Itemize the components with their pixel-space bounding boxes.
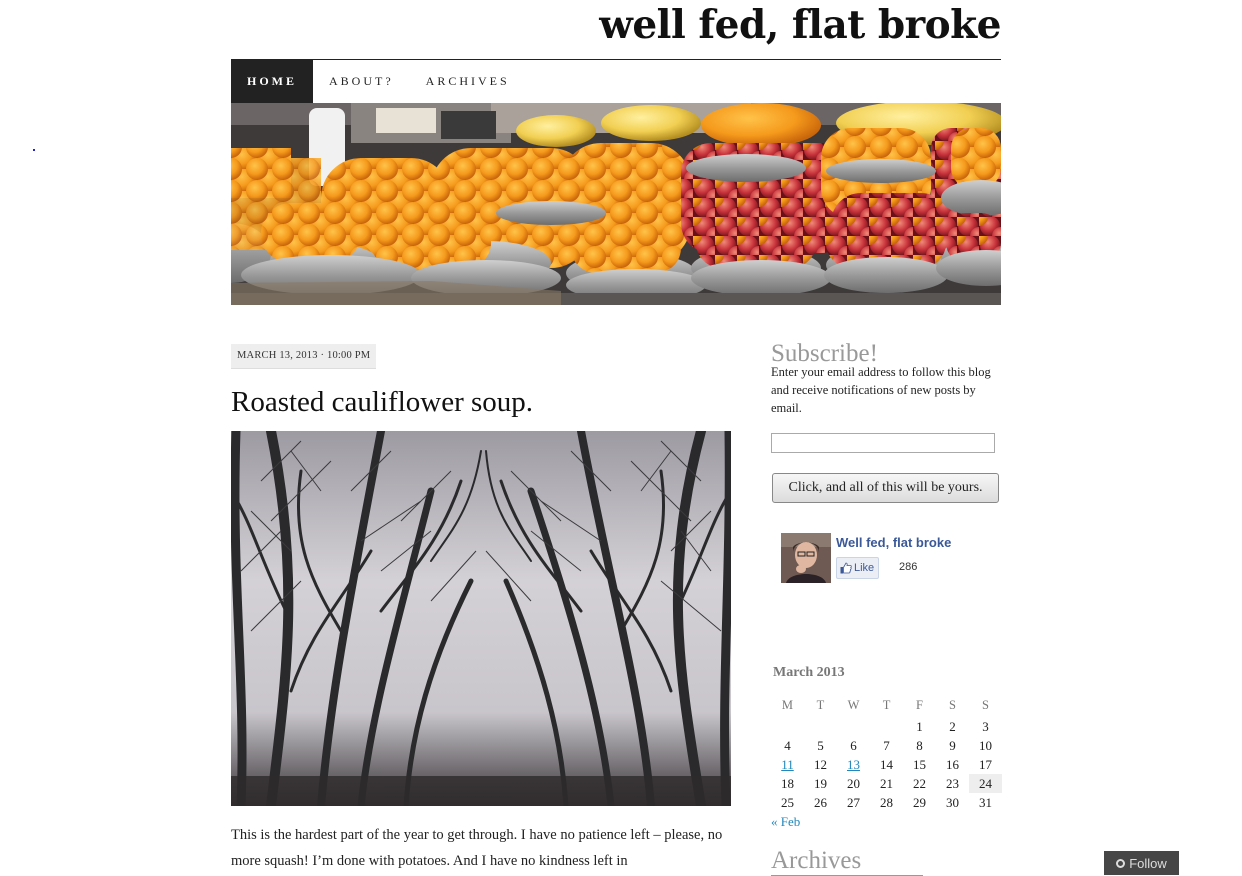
post-image-trees bbox=[231, 431, 731, 806]
calendar-header-fri: F bbox=[916, 697, 923, 712]
calendar-prev-month-link[interactable]: « Feb bbox=[771, 814, 801, 829]
calendar-week bbox=[771, 774, 1002, 793]
calendar-day: 17 bbox=[978, 756, 992, 772]
calendar-day: 4 bbox=[784, 737, 791, 753]
calendar-day-link[interactable]: 13 bbox=[846, 756, 860, 772]
calendar-day: 16 bbox=[945, 756, 959, 772]
nav-archives[interactable]: ARCHIVES bbox=[425, 74, 510, 88]
email-field[interactable] bbox=[771, 433, 995, 453]
calendar-day bbox=[870, 717, 903, 736]
calendar-day: 5 bbox=[817, 737, 824, 753]
calendar-day: 29 bbox=[912, 794, 926, 810]
site-title[interactable]: well fed, flat broke bbox=[599, 2, 1001, 48]
calendar-day: 18 bbox=[780, 775, 794, 791]
calendar-day: 22 bbox=[912, 775, 926, 791]
calendar-day bbox=[837, 717, 870, 736]
calendar-day: 31 bbox=[978, 794, 992, 810]
calendar-day: 23 bbox=[945, 775, 959, 791]
subscribe-heading: Subscribe! bbox=[771, 340, 878, 367]
calendar-day-link[interactable]: 11 bbox=[781, 756, 794, 772]
calendar-day: 2 bbox=[949, 718, 956, 734]
calendar-day bbox=[804, 717, 837, 736]
calendar-header-sun: S bbox=[982, 697, 989, 712]
calendar-day: 26 bbox=[813, 794, 827, 810]
thumbs-up-icon bbox=[840, 562, 852, 574]
calendar-day: 7 bbox=[883, 737, 890, 753]
calendar-day: 19 bbox=[813, 775, 827, 791]
calendar-week bbox=[771, 717, 1002, 736]
facebook-like-count: 286 bbox=[899, 561, 918, 573]
calendar-header-mon: M bbox=[781, 697, 794, 712]
facebook-page-name[interactable]: Well fed, flat broke bbox=[836, 535, 952, 550]
post-excerpt: This is the hardest part of the year to get through. I have no patience left – please, no more squash! I’m done with potatoes. And I have no kindness left in bbox=[231, 827, 723, 869]
avatar[interactable] bbox=[781, 533, 831, 583]
calendar-day-today: 24 bbox=[969, 774, 1002, 793]
calendar-day: 20 bbox=[846, 775, 860, 791]
calendar-week bbox=[771, 755, 1002, 774]
header-banner-image bbox=[231, 103, 1001, 305]
post-title[interactable]: Roasted cauliflower soup. bbox=[231, 386, 534, 418]
calendar-week bbox=[771, 793, 1002, 812]
nav-home[interactable]: HOME bbox=[231, 60, 313, 103]
calendar-day: 12 bbox=[813, 756, 827, 772]
calendar-day: 8 bbox=[916, 737, 923, 753]
calendar-day: 30 bbox=[945, 794, 959, 810]
follow-plus-icon bbox=[1116, 859, 1125, 868]
calendar-day: 25 bbox=[780, 794, 794, 810]
post-date[interactable]: MARCH 13, 2013 · 10:00 PM bbox=[231, 344, 376, 369]
calendar-day: 21 bbox=[880, 775, 893, 791]
calendar-day: 14 bbox=[880, 756, 893, 772]
facebook-like-button[interactable] bbox=[836, 557, 879, 579]
follow-button[interactable] bbox=[1104, 851, 1179, 875]
stray-dot bbox=[33, 149, 35, 151]
calendar-day bbox=[771, 717, 804, 736]
subscribe-button[interactable]: Click, and all of this will be yours. bbox=[772, 473, 999, 503]
archives-heading: Archives bbox=[771, 847, 923, 876]
calendar-header-thu: T bbox=[882, 697, 891, 712]
calendar-day: 6 bbox=[850, 737, 857, 753]
facebook-like-box bbox=[781, 533, 1001, 585]
subscribe-description: Enter your email address to follow this blog and receive notifications of new posts by email. bbox=[771, 365, 991, 415]
follow-label: Follow bbox=[1129, 855, 1167, 871]
calendar-day: 27 bbox=[846, 794, 860, 810]
calendar-header-sat: S bbox=[949, 697, 956, 712]
calendar-day: 3 bbox=[982, 718, 989, 734]
calendar-day: 9 bbox=[949, 737, 956, 753]
calendar-day: 1 bbox=[916, 718, 923, 734]
calendar-week bbox=[771, 736, 1002, 755]
calendar-caption: March 2013 bbox=[773, 665, 845, 680]
calendar-day: 15 bbox=[912, 756, 926, 772]
calendar-header-wed: W bbox=[847, 697, 860, 712]
calendar-day: 10 bbox=[978, 737, 992, 753]
main-navigation bbox=[231, 60, 1001, 103]
nav-about[interactable]: ABOUT? bbox=[329, 74, 394, 88]
facebook-like-label: Like bbox=[854, 562, 875, 574]
calendar-header-tue: T bbox=[816, 697, 825, 712]
calendar-day: 28 bbox=[880, 794, 893, 810]
calendar-table bbox=[771, 693, 1002, 812]
